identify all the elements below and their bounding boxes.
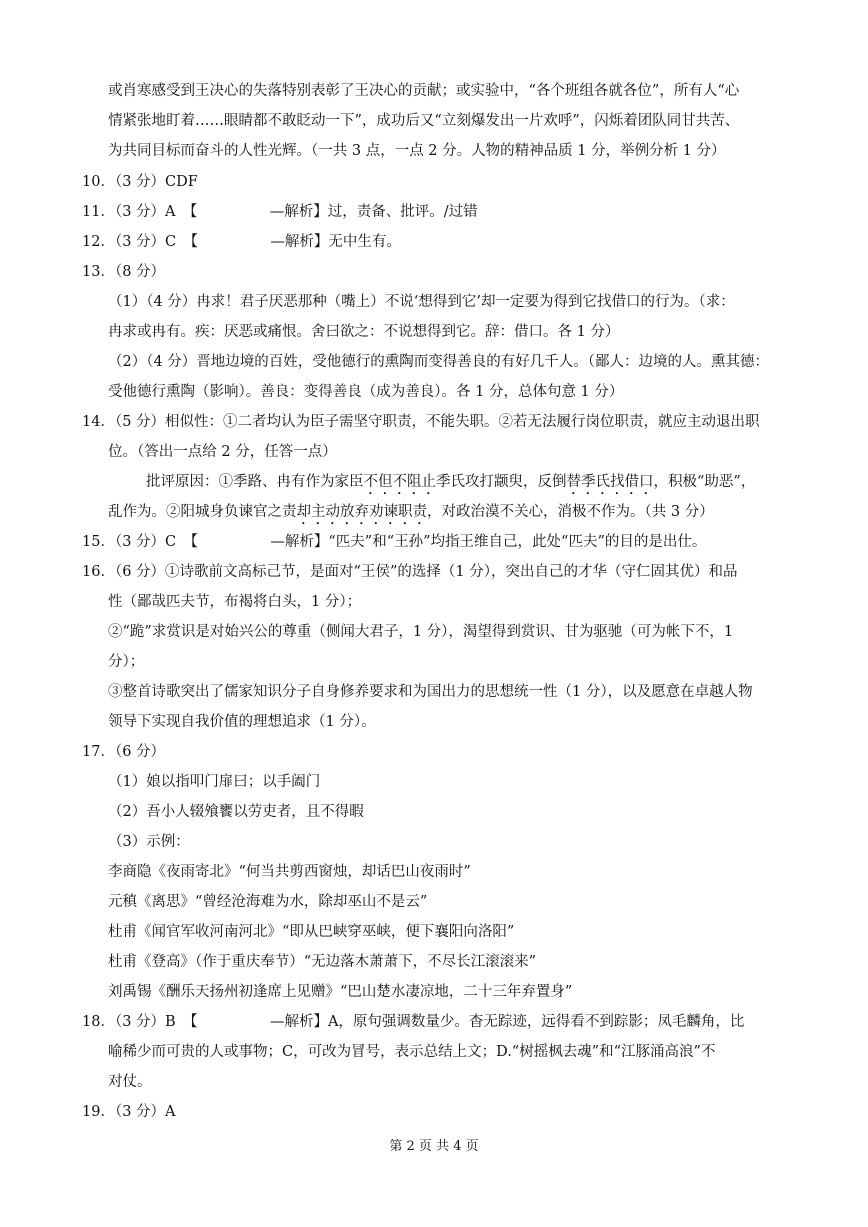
text-line: （1）（4 分）冉求！君子厌恶那种（嘴上）不说‘想得到它’却一定要为得到它找借口的行为。（求： (108, 294, 735, 310)
text-line: 对仗。 (108, 1074, 152, 1090)
text-line: 乱作为。②阳城身负谏官之责却主动放弃劝谏职责，对政治漠不关心，消极不作为。（共 3 分） (108, 504, 714, 520)
text-line: （2）吾小人辍飧饔以劳吏者，且不得暇 (108, 804, 364, 820)
text-line: 位。（答出一点给 2 分，任答一点） (108, 444, 337, 460)
text-line: 为共同目标而奋斗的人性光辉。（一共 3 点，一点 2 分。人物的精神品质 1 分，举例分析 1 分） (108, 143, 726, 159)
answer-11: 11．（3 分）A 【 —解析】过，责备、批评。/过错 (82, 204, 478, 220)
text-line: 批评原因：①季路、冉有作为家臣不但不阻止季氏攻打颛臾，反倒替季氏找借口，积极“助恶”， (146, 474, 756, 490)
answer-10: 10．（3 分）CDF (82, 174, 198, 190)
text-line: ③整首诗歌突出了儒家知识分子自身修养要求和为国出力的思想统一性（1 分），以及愿意在卓越人物 (108, 684, 753, 700)
text-line: 李商隐《夜雨寄北》“何当共剪西窗烛，却话巴山夜雨时” (108, 864, 471, 880)
text-line: 元稹《离思》“曾经沧海难为水，除却巫山不是云” (108, 894, 428, 910)
text-line: 领导下实现自我价值的理想追求（1 分）。 (108, 714, 376, 730)
text-line: 冉求或冉有。疾：厌恶或痛恨。舍曰欲之：不说想得到它。辞：借口。各 1 分） (108, 324, 620, 340)
text-line: 分）； (108, 654, 145, 670)
answer-15: 15．（3 分）C 【 —解析】“匹夫”和“王孙”均指王维自己，此处“匹夫”的目的是出仕。 (82, 534, 707, 550)
emphasis-text: 不但不阻止 (363, 474, 436, 490)
text-line: 喻稀少而可贵的人或事物；C，可改为冒号，表示总结上文；D.“树摇枫去魂”和“江豚涌高浪”不 (108, 1044, 716, 1060)
text-line: 刘禹锡《酬乐天扬州初逢席上见赠》“巴山楚水凄凉地，二十三年弃置身” (108, 984, 573, 1000)
text-line: 受他德行熏陶（影响）。善良：变得善良（成为善良）。各 1 分，总体句意 1 分） (108, 384, 624, 400)
answer-14: 14．（5 分）相似性：①二者均认为臣子需坚守职责，不能失职。②若无法履行岗位职责，就应主动退出职 (82, 414, 760, 430)
answer-18: 18．（3 分）B 【 —解析】A，原句强调数量少。杳无踪迹，远得看不到踪影；凤毛麟角，比 (82, 1014, 745, 1030)
text-line: 杜甫《登高》（作于重庆奉节）“无边落木萧萧下，不尽长江滚滚来” (108, 954, 537, 970)
text-line: （3）示例： (108, 834, 190, 850)
text-line: 性（鄙哉匹夫节，布褐将白头，1 分）； (108, 594, 362, 610)
text-line: （1）娘以指叩门扉曰；以手阖门 (108, 774, 321, 790)
text-line: 或肖寒感受到王决心的失落特别表彰了王决心的贡献；或实验中，“各个班组各就各位”，所有人“心 (108, 83, 740, 99)
text-line: （2）（4 分）晋地边境的百姓，受他德行的熏陶而变得善良的有好几千人。（鄙人：边境的人。熏其德： (108, 354, 770, 370)
text-line: ②“跪”求赏识是对始兴公的尊重（侧闻大君子，1 分），渴望得到赏识、甘为驱驰（可为帐下不，1 (108, 624, 734, 640)
text-line: 情紧张地盯着……眼睛都不敢眨动一下”，成功后又“立刻爆发出一片欢呼”，闪烁着团队同甘共苦、 (108, 113, 740, 129)
emphasis-text: 替季氏找借口 (566, 474, 654, 490)
emphasis-text: 却主动放弃劝谏职责 (296, 504, 427, 520)
answer-19: 19．（3 分）A (82, 1104, 176, 1120)
text-line: 杜甫《闻官军收河南河北》“即从巴峡穿巫峡，便下襄阳向洛阳” (108, 924, 515, 940)
answer-16: 16．（6 分）①诗歌前文高标己节，是面对“王侯”的选择（1 分），突出自己的才华（守仁固其优）和品 (82, 564, 738, 580)
page-footer: 第 2 页 共 4 页 (389, 1139, 479, 1154)
answer-17: 17．（6 分） (82, 744, 166, 760)
answer-13: 13．（8 分） (82, 264, 166, 280)
answer-12: 12．（3 分）C 【 —解析】无中生有。 (82, 234, 401, 250)
